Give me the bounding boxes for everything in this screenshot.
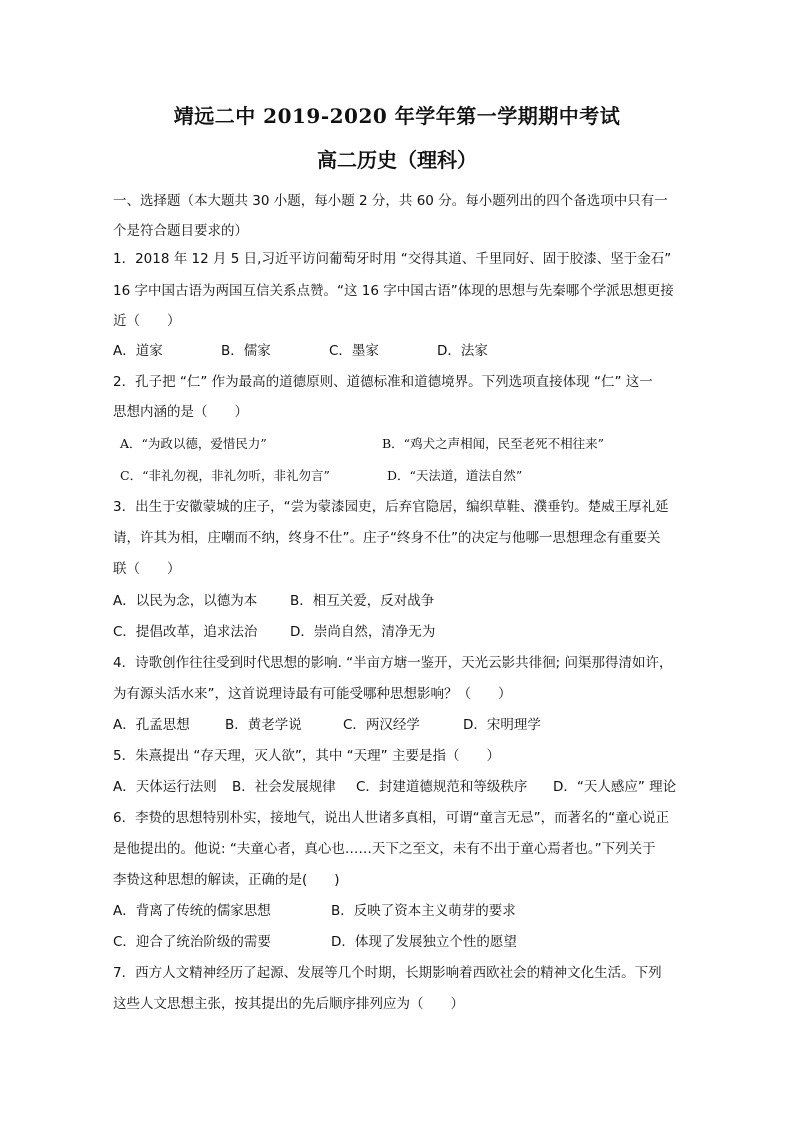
question-3-line-3: 联（ ） [113,561,181,577]
question-3-option-c: C．提倡改革，追求法治 [113,624,258,640]
question-1-line-1: 1．2018 年 12 月 5 日,习近平访问葡萄牙时用 “交得其道、千里同好、固于胶漆、坚于金石” [113,251,672,267]
question-4-option-d: D．宋明理学 [463,717,541,733]
question-1-line-2: 16 字中国古语为两国互信关系点赞。“这 16 字中国古语”体现的思想与先秦哪个学派思想更接 [113,283,674,299]
section-instruction-line-2: 个是符合题目要求的） [113,223,248,239]
question-6-option-b: B．反映了资本主义萌芽的要求 [331,903,516,919]
question-3-line-1: 3．出生于安徽蒙城的庄子，“尝为蒙漆园吏，后弃官隐居，编织草鞋、濮垂钓。楚威王厚礼延 [113,499,669,515]
question-3-option-b: B．相互关爱，反对战争 [290,593,435,609]
question-5-line-1: 5．朱熹提出 “存天理，灭人欲”，其中 “天理” 主要是指（ ） [113,748,500,764]
question-2-option-b: B．“鸡犬之声相闻，民至老死不相往来” [382,436,604,451]
question-1-option-b: B．儒家 [221,343,271,359]
question-6-line-3: 李贽这种思想的解读，正确的是( ) [113,872,340,888]
question-4-option-a: A．孔孟思想 [113,717,190,733]
question-2-option-d: D．“天法道，道法自然” [387,468,523,483]
section-instruction-line-1: 一、选择题（本大题共 30 小题，每小题 2 分，共 60 分。每小题列出的四个备选项中只有一 [113,193,668,209]
question-3-line-2: 请，许其为相，庄嘲而不纳，终身不仕”。庄子“终身不仕”的决定与他哪一思想理念有重要关 [113,530,661,546]
question-2-option-c: C．“非礼勿视，非礼勿听，非礼勿言” [120,468,330,483]
question-5-option-b: B．社会发展规律 [232,779,336,795]
question-4-option-c: C．两汉经学 [343,717,420,733]
question-6-line-2: 是他提出的。他说: “夫童心者，真心也……天下之至文，未有不出于童心焉者也。”下列关于 [113,841,656,857]
question-2-line-1: 2．孔子把 “仁” 作为最高的道德原则、道德标准和道德境界。下列选项直接体现 “仁” 这一 [113,374,653,390]
question-6-option-a: A．背离了传统的儒家思想 [113,903,271,919]
question-4-line-1: 4．诗歌创作往往受到时代思想的影响. “半亩方塘一鉴开，天光云影共徘徊; 问渠那得清如许， [113,655,673,671]
exam-title: 靖远二中 2019-2020 年学年第一学期期中考试 [173,104,621,128]
question-7-line-1: 7．西方人文精神经历了起源、发展等几个时期，长期影响着西欧社会的精神文化生活。下列 [113,965,662,981]
question-3-option-a: A．以民为念，以德为本 [113,593,258,609]
question-2-option-a: A．“为政以德，爱惜民力” [120,436,267,451]
question-3-option-d: D．崇尚自然，清净无为 [290,624,436,640]
question-5-option-a: A．天体运行法则 [113,779,217,795]
question-7-line-2: 这些人文思想主张，按其提出的先后顺序排列应为（ ） [113,996,464,1012]
question-1-line-3: 近（ ） [113,313,181,329]
question-1-option-d: D．法家 [437,343,488,359]
question-6-option-c: C．迎合了统治阶级的需要 [113,934,271,950]
question-6-line-1: 6．李贽的思想特别朴实，接地气，说出人世诸多真相，可谓“童言无忌”，而著名的“童心说正 [113,810,670,826]
question-4-option-b: B．黄老学说 [225,717,302,733]
exam-subtitle: 高二历史（理科） [317,148,477,172]
question-1-option-a: A．道家 [113,343,163,359]
question-1-option-c: C．墨家 [329,343,379,359]
question-2-line-2: 思想内涵的是（ ） [113,404,248,420]
question-5-option-d: D．“天人感应” 理论 [553,779,677,795]
question-4-line-2: 为有源头活水来”，这首说理诗最有可能受哪种思想影响？（ ） [113,686,512,702]
question-6-option-d: D．体现了发展独立个性的愿望 [331,934,517,950]
question-5-option-c: C．封建道德规范和等级秩序 [356,779,528,795]
